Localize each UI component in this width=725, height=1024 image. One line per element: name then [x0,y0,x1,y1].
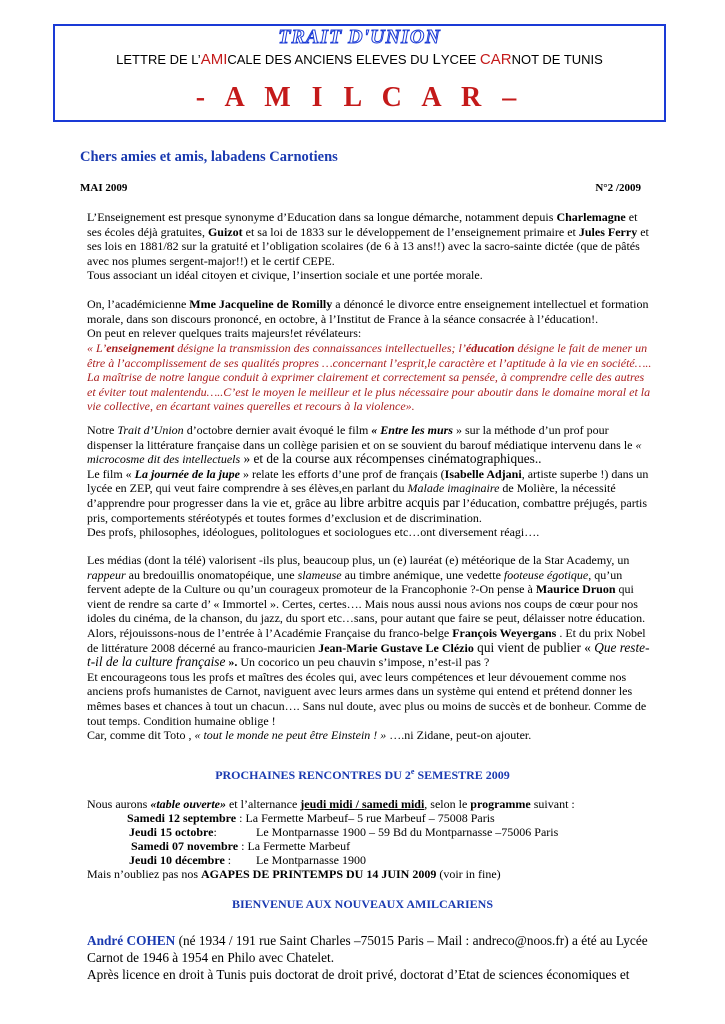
rencontres-intro: Nous aurons «table ouverte» et l’alternance jeudi midi / samedi midi, selon le programme suivant : [87,797,575,811]
event-place: Le Montparnasse 1900 – 59 Bd du Montparnasse –75006 Paris [256,825,559,839]
paragraph-romilly: On, l’académicienne Mme Jacqueline de Romilly a dénoncé le divorce entre enseignement intellectuel et formation morale, dans son discours prononcé, en octobre, à l’Institut de France à la séance consacrée à l’éducation!. On peut en relever quelques traits majeurs!et révélateurs: [87,297,649,341]
masthead [53,24,666,122]
romilly-quote: « L’enseignement désigne la transmission des connaissances intellectuelles; l’éducation désigne le fait de mener un être à l’accomplissement de ses qualités propres …concernant l’esprit,le caractère et l’aptitude à la vie en société….. La maîtrise de notre langue conduit à exprimer clairement et correctement sa pensée, à comprendre celle des autres et éviter tout malentendu…..C’est le moyen le meilleur et le plus nécessaire pour aboutir dans le domaine moral et la vie collective, en écartant vaines querelles et recours à la violence». [87,341,652,414]
event-row: Samedi 07 novembre : La Fermette Marbeuf [131,839,351,853]
event-row: Jeudi 15 octobre: [129,825,217,839]
paragraph-medias: Les médias (dont la télé) valorisent -ils plus, beaucoup plus, un (e) lauréat (e) météorique de la Star Academy, un rappeur au bredouillis onomatopéique, une slameuse au timbre anémique, une vedette footeuse égotique, qu’un fervent adepte de la Culture ou qu’un courageux promoteur de la Francophonie ?-On pense à Maurice Druon qui vient de rendre sa carte d’ « Immortel ». Certes, certes…. Mais nous aussi nous avions nos coups de cœur pour nos idoles du cinéma, de la chanson, du jazz, du sport etc…sans, pour autant que faire se peut, délaisser notre éducation. Alors, réjouissons-nous de l’entrée à l’Académie Française du franco-belge François Weyergans . Et du prix Nobel de littérature 2008 décerné au franco-mauricien Jean-Marie Gustave Le Clézio qui vient de publier « Que reste-t-il de la culture française ». Un cocorico un peu chauvin s’impose, n’est-il pas ? Et encourageons tous les profs et maîtres des écoles qui, avec leurs compétences et leur dévouement comme nos anciens profs humanistes de Carnot, naviguent avec leurs armes dans un système qui entend et prétend donner les mêmes bases et chances à tout un chacun…. Sans nul doute, avec plus ou moins de succès et de bonheur. Comme de tout temps. Condition humaine oblige ! Car, comme dit Toto , « tout le monde ne peut être Einstein ! » ….ni Zidane, peut-on ajouter. [87,553,650,743]
section-title-rencontres: PROCHAINES RENCONTRES DU 2e SEMESTRE 2009 [215,767,510,782]
paragraph-films: Notre Trait d’Union d’octobre dernier avait évoqué le film « Entre les murs » sur la méthode d’un prof pour dispenser la littérature française dans un collège parisien et on se souvient du barouf médiatique intervenu dans le « microcosme dit des intellectuels » et de la course aux récompenses cinématographiques.. Le film « La journée de la jupe » relate les efforts d’une prof de français (Isabelle Adjani, artiste superbe !) dans un lycée en ZEP, qui veut faire comprendre à ses élèves,en parlant du Malade imaginaire de Molière, la nécessité d’apprendre pour progresser dans la vie et, grâce au libre arbitre acquis par l’éducation, combattre préjugés, partis pris, comportements stéréotypés et toutes formes d’exclusion et de discrimination. Des profs, philosophes, idéologues, politologues et sociologues etc…ont diversement réagi…. [87,423,649,540]
member-profile: André COHEN (né 1934 / 191 rue Saint Charles –75015 Paris – Mail : andreco@noos.fr) a été au Lycée Carnot de 1946 à 1954 en Philo avec Chatelet. Après licence en droit à Tunis puis doctorat de droit privé, doctorat d’Etat de sciences économiques et [87,933,648,982]
paragraph-enseignement: L’Enseignement est presque synonyme d’Education dans sa longue démarche, notamment depuis Charlemagne et ses écoles déjà gratuites, Guizot et sa loi de 1833 sur le développement de l’enseignement primaire et Jules Ferry et ses lois en 1881/82 sur la gratuité et l’obligation scolaires (de 6 à 13 ans!!) avec la sacro-sainte dictée (que de pâtés avec nos plumes sergent-major!!) et le certif CEPE. Tous associant un idéal citoyen et civique, l’insertion sociale et une portée morale. [87,210,649,283]
event-row: Jeudi 10 décembre : [129,853,232,867]
issue-number: N°2 /2009 [595,182,641,194]
issue-date: MAI 2009 [80,182,128,194]
member-name: André COHEN [87,933,176,948]
event-row: Samedi 12 septembre : La Fermette Marbeuf– 5 rue Marbeuf – 75008 Paris [127,811,495,825]
event-place: Le Montparnasse 1900 [256,853,366,867]
section-title-bienvenue: BIENVENUE AUX NOUVEAUX AMILCARIENS [231,897,494,911]
issue-meta [80,182,641,194]
greeting: Chers amies et amis, labadens Carnotiens [80,149,338,165]
association-name: - A M I L C A R – [195,82,524,113]
newsletter-subtitle: LETTRE DE L’AMICALE DES ANCIENS ELEVES DU LYCEE CARNOT DE TUNIS [116,51,603,68]
newsletter-title: TRAIT D'UNION [278,26,441,48]
agapes-note: Mais n’oubliez pas nos AGAPES DE PRINTEMPS DU 14 JUIN 2009 (voir in fine) [87,867,501,881]
